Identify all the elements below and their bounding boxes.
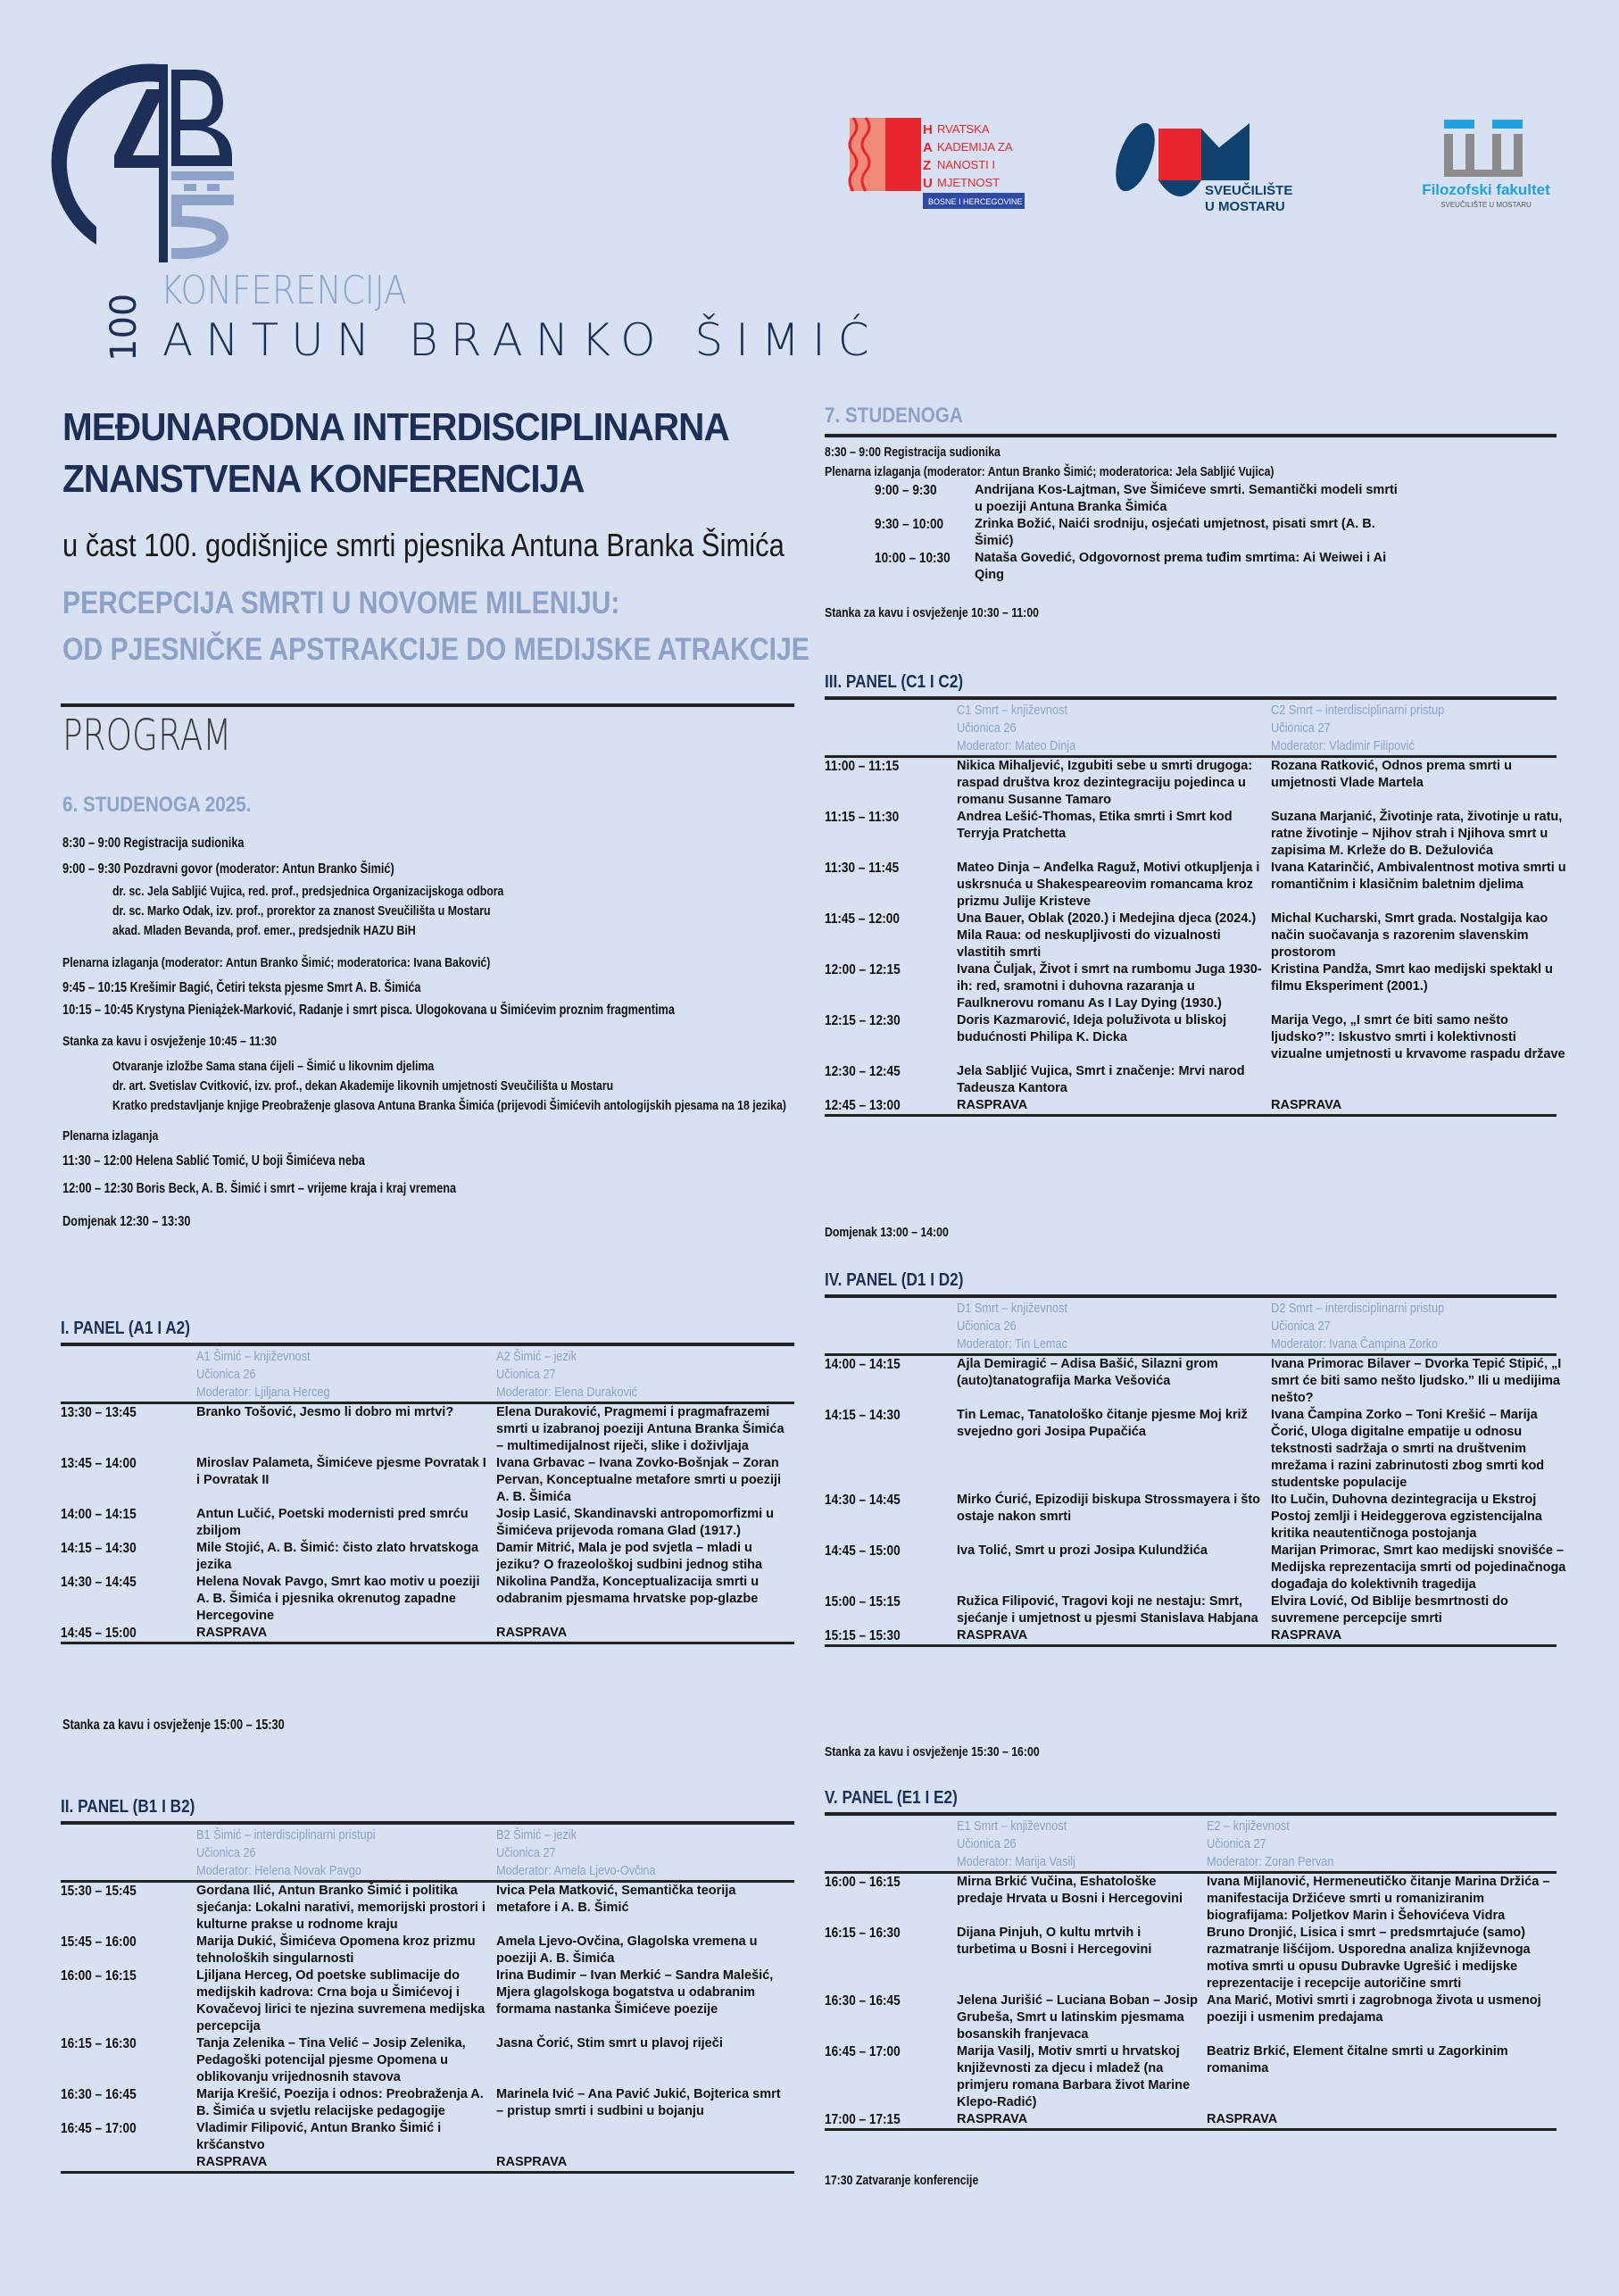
session-b-cell: Ivana Mijlanović, Hermeneutičko čitanje Marina Držića – manifestacija Držićeve smrti u romaniziranim biografijama: Poljetkov Marin i Šehovićeva Vidra (1207, 1875, 1550, 1923)
time-cell: 16:45 – 17:00 (825, 2044, 901, 2059)
time-cell: 16:30 – 16:45 (61, 2087, 137, 2102)
time-cell (61, 2154, 176, 2171)
divider (61, 1642, 794, 1644)
time-cell: 9:30 – 10:00 (875, 517, 944, 532)
panel-4 (825, 1266, 1566, 1647)
time-cell: 13:45 – 14:00 (61, 1456, 137, 1471)
table-row (61, 2086, 794, 2120)
session-b-cell: Ivana Primorac Bilaver – Dvorka Tepić Stipić, „I smrt će biti samo nešto ljudsko.” Ili u medijima nešto? (1271, 1357, 1562, 1405)
session-a-cell: Mirko Ćurić, Epizodiji biskupa Strossmayera i što ostaje nakon smrti (957, 1493, 1261, 1524)
svg-text:H: H (923, 122, 933, 137)
hundred-mark-icon (104, 272, 145, 362)
session-a-cell: RASPRAVA (957, 1098, 1028, 1112)
session-a-cell: Tanja Zelenika – Tina Velić – Josip Zelenika, Pedagoški potencijal pjesme Opomena u oblikovanju vrijednosnih stavova (196, 2036, 466, 2084)
table-row (825, 1925, 1557, 1992)
table-row (825, 1543, 1566, 1593)
table-row (61, 2035, 794, 2086)
schedule-line: Kratko predstavljanje knjige Preobraženje glasova Antuna Branka Šimića (prijevodi Šimićevih antologijskih pjesama na 18 jezika) (112, 1098, 786, 1113)
schedule-line: 11:30 – 12:00 Helena Sablić Tomić, U boji Šimićeva neba (62, 1153, 365, 1169)
panel-rows (61, 1883, 794, 2171)
table-row (825, 1492, 1557, 1543)
time-cell: 16:45 – 17:00 (61, 2121, 137, 2136)
table-row (825, 860, 1566, 911)
panel-header (61, 1825, 794, 1880)
session-a-cell: Nikica Mihaljević, Izgubiti sebe u smrti drugoga: raspad društva kroz dezintegraciju pojedinca u romanu Susanne Tamaro (957, 759, 1253, 807)
session-b-cell: RASPRAVA (1271, 1098, 1342, 1112)
svg-text:U: U (923, 176, 933, 191)
session-a-cell: Marija Dukić, Šimićeva Opomena kroz prizmu tehnoloških singularnosti (196, 1934, 476, 1966)
time-cell: 12:15 – 12:30 (825, 1013, 901, 1028)
panel-title: II. PANEL (B1 I B2) (61, 1797, 195, 1817)
session-b-header: B2 Šimić – jezik Učionica 27 Moderator: Amela Ljevo-Ovčina (496, 1827, 656, 1878)
svg-text:NANOSTI I: NANOSTI I (937, 158, 996, 171)
time-cell: 12:00 – 12:15 (825, 962, 901, 977)
panel-header (825, 1816, 1557, 1871)
plenary-talk (875, 516, 1557, 550)
table-row (825, 1874, 1557, 1925)
abs-logo-icon (61, 57, 268, 264)
session-a-cell: Marija Krešić, Poezija i odnos: Preobraženja A. B. Šimića u svjetlu relacijske pedagogije (196, 2087, 484, 2118)
time-cell: 15:45 – 16:00 (61, 1934, 137, 1950)
svg-text:U MOSTARU: U MOSTARU (1205, 199, 1285, 214)
theme-line-1: PERCEPCIJA SMRTI U NOVOME MILENIJU: (62, 586, 620, 620)
closing-line: 17:30 Zatvaranje konferencije (825, 2173, 979, 2188)
panel-title: IV. PANEL (D1 I D2) (825, 1270, 964, 1290)
session-b-cell: Ana Marić, Motivi smrti i zagrobnoga života u usmenoj poeziji i usmenim predajama (1207, 1993, 1541, 2025)
panel-header (825, 700, 1557, 755)
session-b-header: A2 Šimić – jezik Učionica 27 Moderator: Elena Duraković (496, 1349, 638, 1400)
table-row (825, 961, 1557, 1012)
session-a-cell: Andrea Lešić-Thomas, Etika smrti i Smrt kod Terryja Pratchetta (957, 810, 1233, 841)
schedule-line: akad. Mladen Bevanda, prof. emer., predsjednik HAZU BiH (112, 923, 416, 938)
session-b-cell: Ivica Pela Matković, Semantička teorija metafore i A. B. Šimić (496, 1884, 736, 1915)
table-row (825, 758, 1557, 809)
session-a-header: D1 Smrt – književnost Učionica 26 Moderator: Tin Lemac (957, 1301, 1068, 1352)
time-cell: 14:00 – 14:15 (61, 1507, 137, 1522)
session-b-cell: Michal Kucharski, Smrt grada. Nostalgija kao način suočavanja s razorenim slavenskim prostorom (1271, 911, 1548, 960)
session-a-header: A1 Šimić – književnost Učionica 26 Moderator: Ljiljana Herceg (196, 1349, 330, 1400)
table-row (61, 1883, 794, 1934)
session-a-cell: Antun Lučić, Poetski modernisti pred smrću zbiljom (196, 1507, 469, 1538)
logo-konferencija-text: KONFERENCIJA (161, 268, 407, 313)
divider (61, 703, 794, 707)
session-b-cell: Amela Ljevo-Ovčina, Glagolska vremena u poeziji A. B. Šimića (496, 1934, 758, 1966)
table-row (61, 1574, 794, 1625)
schedule-line: dr. art. Svetislav Cvitković, izv. prof., dekan Akademije likovnih umjetnosti Sveučilišta u Mostaru (112, 1078, 614, 1094)
session-b-cell: Kristina Pandža, Smrt kao medijski spektakl u filmu Eksperiment (2001.) (1271, 962, 1553, 994)
panel-rows (825, 1874, 1557, 2128)
time-cell: 14:00 – 14:15 (825, 1357, 901, 1372)
session-a-cell: Vladimir Filipović, Antun Branko Šimić i kršćanstvo (196, 2121, 442, 2152)
time-cell: 14:30 – 14:45 (825, 1493, 901, 1508)
time-cell: 11:00 – 11:15 (825, 759, 900, 774)
session-b-cell: Suzana Marjanić, Životinje rata, životinje u ratu, ratne životinje – Njihov strah i Njihova smrt u zapisima M. Krleže do B. Dežulovića (1271, 810, 1563, 858)
time-cell: 16:00 – 16:15 (825, 1875, 901, 1890)
session-a-cell: Branko Tošović, Jesmo li dobro mi mrtvi? (196, 1405, 454, 1419)
time-cell: 14:45 – 15:00 (825, 1543, 901, 1559)
session-b-cell: Nikolina Pandža, Konceptualizacija smrti u odabranim pjesmama hrvatske pop-glazbe (496, 1575, 760, 1606)
schedule-line: Domjenak 12:30 – 13:30 (62, 1214, 191, 1229)
session-b-cell: RASPRAVA (1207, 2112, 1278, 2126)
schedule-line: 8:30 – 9:00 Registracija sudionika (825, 445, 1000, 460)
schedule-line: Stanka za kavu i osvježenje 10:45 – 11:30 (62, 1034, 278, 1049)
svg-text:BOSNE I HERCEGOVINE: BOSNE I HERCEGOVINE (928, 197, 1023, 206)
panel-title: V. PANEL (E1 I E2) (825, 1788, 958, 1808)
conference-theme (62, 580, 810, 673)
table-row (825, 1097, 1557, 1114)
time-cell: 15:00 – 15:15 (825, 1594, 901, 1610)
session-b-cell: Elena Duraković, Pragmemi i pragmafrazemi smrti u izabranoj poeziji Antuna Branka Šimića – multimedijalnost riječi, slike i doživljaja (496, 1405, 785, 1453)
sum-logo-icon (1116, 116, 1312, 214)
schedule-line: dr. sc. Jela Sabljić Vujica, red. prof., predsjednica Organizacijskoga odbora (112, 884, 504, 899)
session-b-cell: Josip Lasić, Skandinavski antropomorfizmi u Šimićeva prijevoda romana Glad (1917.) (496, 1507, 775, 1538)
session-a-cell: Mile Stojić, A. B. Šimić: čisto zlato hrvatskoga jezika (196, 1541, 479, 1572)
program-heading: PROGRAM (62, 711, 232, 761)
divider (825, 1114, 1557, 1117)
break-line: Stanka za kavu i osvježenje 15:30 – 16:00 (825, 1744, 1040, 1759)
session-b-cell: Marija Vego, „I smrt će biti samo nešto ljudsko?”: Iskustvo smrti i kolektivnosti vizualne umjetnosti u krvavome raspadu države (1271, 1013, 1565, 1061)
panel-1 (61, 1314, 794, 1644)
session-a-cell: Miroslav Palameta, Šimićeve pjesme Povratak I i Povratak II (196, 1456, 486, 1487)
time-cell: 12:30 – 12:45 (825, 1064, 901, 1079)
session-b-header: E2 – književnost Učionica 27 Moderator: Zoran Pervan (1207, 1818, 1334, 1869)
session-a-cell: Jelena Jurišić – Luciana Boban – Josip Grubeša, Smrt u latinskim pjesmama bosanskih franjevaca (957, 1993, 1198, 2042)
svg-text:100: 100 (104, 293, 145, 362)
session-b-cell: Ivana Grbavac – Ivana Zovko-Bošnjak – Zoran Pervan, Konceptualne metafore smrti u poeziji A. B. Šimića (496, 1456, 782, 1504)
svg-text:MJETNOST: MJETNOST (937, 176, 1000, 189)
time-cell: 14:15 – 14:30 (61, 1541, 137, 1556)
conference-subtitle: u čast 100. godišnjice smrti pjesnika Antuna Branka Šimića (62, 527, 785, 563)
table-row (61, 1455, 794, 1506)
plenary-talk (875, 550, 1557, 584)
time-cell: 16:15 – 16:30 (61, 2036, 137, 2051)
session-b-cell (496, 2120, 796, 2154)
divider (61, 2171, 794, 2174)
time-cell: 16:15 – 16:30 (825, 1926, 901, 1941)
time-cell: 14:15 – 14:30 (825, 1408, 901, 1423)
session-a-cell: Marija Vasilj, Motiv smrti u hrvatskoj književnosti za djecu i mladež (na primjeru romana Barbara život Marine Klepo-Radić) (957, 2044, 1191, 2109)
svg-text:Z: Z (923, 158, 932, 173)
title-line-2: ZNANSTVENA KONFERENCIJA (62, 457, 585, 501)
schedule-line: Plenarna izlaganja (moderator: Antun Branko Šimić; moderatorica: Ivana Baković) (62, 955, 491, 970)
svg-text:SVEUČILIŠTE: SVEUČILIŠTE (1205, 183, 1293, 198)
table-row (61, 2120, 794, 2154)
table-row (61, 1967, 794, 2035)
session-b-cell: Marinela Ivić – Ana Pavić Jukić, Bojterica smrt – pristup smrti i sudbini u bojanju (496, 2087, 781, 2118)
table-row (825, 1593, 1557, 1627)
schedule-line: 12:00 – 12:30 Boris Beck, A. B. Šimić i smrt – vrijeme kraja i kraj vremena (62, 1181, 457, 1196)
session-a-cell: Doris Kazmarović, Ideja poluživota u bliskoj budućnosti Philipa K. Dicka (957, 1013, 1227, 1044)
session-a-cell: Mateo Dinja – Anđelka Raguž, Motivi otkupljenja i uskrsnuća u Shakespeareovim romancama kroz prizmu Julije Kristeve (957, 861, 1260, 909)
panel-header (61, 1346, 794, 1402)
session-b-cell: Marijan Primorac, Smrt kao medijski snovišće – Medijska reprezentacija smrti od pojedinačnoga događaja do kolektivnih tragedija (1271, 1543, 1566, 1592)
session-b-cell: RASPRAVA (1271, 1628, 1342, 1643)
table-row (825, 1356, 1562, 1407)
time-cell: 17:00 – 17:15 (825, 2112, 901, 2127)
session-a-cell: Helena Novak Pavgo, Smrt kao motiv u poeziji A. B. Šimića i pjesnika okrenutog zapadne Hercegovine (196, 1575, 480, 1623)
break-line: Stanka za kavu i osvježenje 10:30 – 11:00 (825, 605, 1040, 620)
panel-rows (825, 1356, 1566, 1644)
session-b-cell: Ivana Katarinčić, Ambivalentnost motiva smrti u romantičnim i klasičnim baletnim djelima (1271, 861, 1566, 892)
session-a-cell: Ivana Čuljak, Život i smrt na rumbomu Juga 1930-ih: red, sramotni i duhovna razaranja u Faulknerovu romanu As I Lay Dying (1930.) (957, 962, 1262, 1011)
schedule-line: Otvaranje izložbe Sama stana ćijeli – Šimić u likovnim djelima (112, 1059, 435, 1074)
session-b-cell: Ito Lučin, Duhovna dezintegracija u Ekstroj Postoj zemlji i Heideggerova egzistencijalna kritika neautentičnoga postojanja (1271, 1493, 1542, 1541)
time-cell: 16:00 – 16:15 (61, 1968, 137, 1984)
title-line-1: MEĐUNARODNA INTERDISCIPLINARNA (62, 405, 729, 449)
session-b-header: C2 Smrt – interdisciplinarni pristup Učionica 27 Moderator: Vladimir Filipović (1271, 703, 1445, 753)
session-b-cell: Damir Mitrić, Mala je pod svjetla – mladi u jeziku? O frazeološkoj sudbini jednog stiha (496, 1541, 763, 1572)
break-line: Stanka za kavu i osvježenje 15:00 – 15:30 (62, 1718, 285, 1733)
session-b-cell: Jasna Čorić, Stim smrt u plavoj riječi (496, 2036, 723, 2051)
session-b-cell: RASPRAVA (496, 2155, 568, 2169)
conference-title (62, 402, 729, 505)
schedule-line: 9:00 – 9:30 Pozdravni govor (moderator: Antun Branko Šimić) (62, 861, 394, 877)
table-row (825, 1627, 1557, 1644)
schedule-line: 9:45 – 10:15 Krešimir Bagić, Četiri teksta pjesme Smrt A. B. Šimića (62, 980, 421, 995)
session-a-cell: Una Bauer, Oblak (2020.) i Medejina djeca (2024.) Mila Raua: od neskupljivosti do vizualnosti vlastitih smrti (957, 911, 1257, 960)
table-row (825, 1012, 1565, 1063)
day2-title: 7. STUDENOGA (825, 403, 963, 428)
session-a-cell: Jela Sabljić Vujica, Smrt i značenje: Mrvi narod Tadeusza Kantora (957, 1064, 1245, 1095)
divider (825, 1644, 1557, 1647)
session-a-cell: RASPRAVA (957, 2112, 1028, 2126)
session-b-header: D2 Smrt – interdisciplinarni pristup Učionica 27 Moderator: Ivana Čampina Zorko (1271, 1301, 1445, 1352)
table-row (61, 1540, 794, 1574)
day1-schedule (62, 832, 812, 1233)
schedule-line: 8:30 – 9:00 Registracija sudionika (62, 836, 245, 851)
svg-text:KADEMIJA ZA: KADEMIJA ZA (937, 140, 1013, 154)
time-cell: 14:45 – 15:00 (61, 1626, 137, 1641)
svg-text:SVEUČILIŠTE U MOSTARU: SVEUČILIŠTE U MOSTARU (1440, 201, 1532, 209)
day1-title: 6. STUDENOGA 2025. (62, 793, 252, 817)
divider (825, 434, 1557, 437)
time-cell: 10:00 – 10:30 (875, 551, 951, 566)
session-a-cell: RASPRAVA (196, 1626, 268, 1640)
table-row (825, 1407, 1557, 1492)
divider (825, 2128, 1557, 2131)
table-row (61, 1934, 794, 1967)
session-a-cell: Ljiljana Herceg, Od poetske sublimacije do medijskih kadrova: Crna boja u Šimićevoj i Kovačevoj lirici te njezina suvremena medijska percepcija (196, 1968, 486, 2034)
table-row (825, 2043, 1557, 2111)
logo-name-text: ANTUN BRANKO ŠIMIĆ (162, 314, 882, 366)
time-cell: 15:15 – 15:30 (825, 1628, 901, 1643)
session-a-cell: Ajla Demiragić – Adisa Bašić, Silazni grom (auto)tanatografija Marka Vešovića (957, 1357, 1218, 1388)
talk-text: Nataša Govedić, Odgovornost prema tuđim smrtima: Ai Weiwei i Ai Qing (975, 551, 1387, 582)
plenary-talk (875, 482, 1557, 516)
session-a-header: E1 Smrt – književnost Učionica 26 Moderator: Marija Vasilj (957, 1818, 1075, 1869)
break-line: Domjenak 13:00 – 14:00 (825, 1225, 949, 1240)
svg-text:A: A (923, 140, 933, 155)
svg-text:RVATSKA: RVATSKA (937, 122, 990, 136)
panel-title: I. PANEL (A1 I A2) (61, 1319, 190, 1338)
session-b-cell: Elvira Lović, Od Biblije besmrtnosti do suvremene percepcije smrti (1271, 1594, 1508, 1626)
table-row (61, 1506, 794, 1540)
session-a-header: C1 Smrt – književnost Učionica 26 Moderator: Mateo Dinja (957, 703, 1076, 753)
time-cell: 11:30 – 11:45 (825, 861, 900, 876)
session-a-header: B1 Šimić – interdisciplinarni pristupi Učionica 26 Moderator: Helena Novak Pavgo (196, 1827, 376, 1878)
session-a-cell: Tin Lemac, Tanatološko čitanje pjesme Moj križ svejedno gori Josipa Pupačića (957, 1408, 1248, 1439)
session-b-cell: RASPRAVA (496, 1626, 568, 1640)
filozofski-fakultet-logo-icon (1419, 118, 1553, 216)
session-b-cell: Ivana Čampina Zorko – Toni Krešić – Marija Čorić, Uloga digitalne empatije u odnosu tekstnosti sadržaja o smrti na društvenim mrežama i razini zabrinutosti zbog smrti kod studentske populacije (1271, 1408, 1545, 1490)
talk-text: Zrinka Božić, Naići srodniju, osjećati umjetnost, pisati smrt (A. B. Šimić) (975, 517, 1375, 548)
session-a-cell: Iva Tolić, Smrt u prozi Josipa Kulundžića (957, 1543, 1208, 1558)
schedule-line: Plenarna izlaganja (62, 1128, 159, 1144)
session-b-cell: Beatriz Brkić, Element čitalne smrti u Zagorkinim romanima (1207, 2044, 1508, 2076)
schedule-line: dr. sc. Marko Odak, izv. prof., prorektor za znanost Sveučilišta u Mostaru (112, 903, 491, 919)
panel-rows (61, 1404, 794, 1642)
time-cell: 13:30 – 13:45 (61, 1405, 137, 1420)
panel-3 (825, 668, 1566, 1117)
session-b-cell: Irina Budimir – Ivan Merkić – Sandra Malešić, Mjera glagolskoga bogatstva u odabranim formama nastanka Šimićeve poezije (496, 1968, 774, 2017)
theme-line-2: OD PJESNIČKE APSTRAKCIJE DO MEDIJSKE ATRAKCIJE (62, 632, 810, 667)
panel-5 (825, 1784, 1557, 2131)
schedule-line: Plenarna izlaganja (moderator: Antun Branko Šimić; moderatorica: Jela Sabljić Vujica) (825, 464, 1274, 479)
table-row (825, 1063, 1557, 1097)
time-cell: 11:15 – 11:30 (825, 810, 900, 825)
time-cell: 15:30 – 15:45 (61, 1884, 137, 1899)
schedule-line: 10:15 – 10:45 Krystyna Pieniążek-Marković, Radanje i smrt pisca. Ulogokovana u Šimićevim proznim fragmentima (62, 1002, 675, 1018)
panel-title: III. PANEL (C1 I C2) (825, 672, 964, 692)
hazu-logo-icon (850, 118, 1028, 216)
table-row (825, 911, 1557, 961)
session-a-cell: RASPRAVA (196, 2155, 268, 2169)
svg-text:Filozofski fakultet: Filozofski fakultet (1422, 181, 1550, 198)
session-b-cell: Rozana Ratković, Odnos prema smrti u umjetnosti Vlade Martela (1271, 759, 1512, 790)
plenary-talks (875, 482, 1557, 584)
time-cell: 16:30 – 16:45 (825, 1993, 901, 2009)
table-row (825, 2111, 1557, 2128)
table-row (61, 2154, 794, 2171)
time-cell: 9:00 – 9:30 (875, 483, 937, 498)
session-a-cell: Ružica Filipović, Tragovi koji ne nestaju: Smrt, sjećanje i umjetnost u pjesmi Stanislava Habjana (957, 1594, 1258, 1626)
table-row (825, 1992, 1557, 2043)
time-cell: 14:30 – 14:45 (61, 1575, 137, 1590)
session-a-cell: RASPRAVA (957, 1628, 1028, 1643)
session-b-cell: Bruno Dronjić, Lisica i smrt – predsmrtajuće (samo) razmatranje lišćijom. Usporedna analiza književnoga motiva smrti u opusu Dubravke Ugrešić i medijske reprezentacije i recepcije autoričine smrti (1207, 1926, 1531, 1991)
table-row (61, 1625, 794, 1642)
session-a-cell: Dijana Pinjuh, O kultu mrtvih i turbetima u Bosni i Hercegovini (957, 1926, 1152, 1957)
session-a-cell: Gordana Ilić, Antun Branko Šimić i politika sjećanja: Lokalni narativi, memorijski prostori i kulturne prakse u rodnome kraju (196, 1884, 486, 1932)
session-a-cell: Mirna Brkić Vučina, Eshatološke predaje Hrvata u Bosni i Hercegovini (957, 1875, 1183, 1906)
time-cell: 12:45 – 13:00 (825, 1098, 901, 1113)
table-row (61, 1404, 794, 1455)
panel-2 (61, 1793, 794, 2174)
table-row (825, 809, 1563, 860)
session-b-cell (1271, 1063, 1574, 1097)
day2-schedule (825, 443, 1557, 623)
time-cell: 11:45 – 12:00 (825, 911, 900, 927)
panel-header (825, 1298, 1557, 1353)
talk-text: Andrijana Kos-Lajtman, Sve Šimićeve smrti. Semantički modeli smrti u poeziji Antuna Branka Šimića (975, 483, 1398, 514)
panel-rows (825, 758, 1566, 1114)
